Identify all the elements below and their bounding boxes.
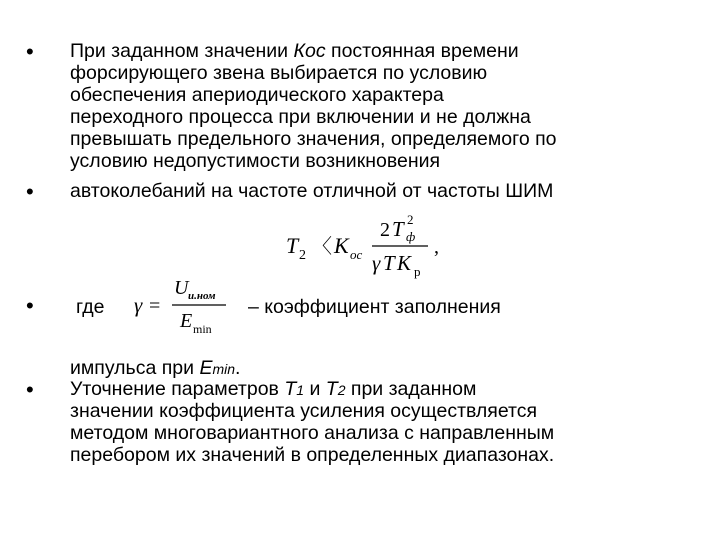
para1-line-5: превышать предельного значения, определяемого по (70, 128, 557, 150)
formula1-lhs-t: T (286, 233, 299, 258)
para4-line-4: перебором их значений в определенных диапазонах. (70, 444, 555, 466)
formula1-den-gamma: γ (372, 251, 381, 275)
formula2-num-u: U (174, 277, 189, 299)
para1-line-1: При заданном значении Кос постоянная времени (70, 40, 519, 62)
para4-line-1: Уточнение параметров T1 и T2 при заданном (70, 378, 477, 400)
formula2-equals: = (149, 295, 161, 317)
gamma-description: – коэффициент заполнения (248, 296, 501, 318)
kos-term: Кос (293, 40, 326, 62)
formula1-num-sub: ф (406, 229, 416, 244)
formula1-k-sub: ос (350, 247, 363, 262)
formula1-lhs-sub: 2 (299, 248, 306, 263)
formula1-den-sub: р (414, 264, 421, 279)
formula-gamma (130, 274, 230, 336)
bullet-2: • (26, 179, 34, 204)
formula1-den-k: K (397, 251, 412, 275)
formula1-relation: 〈 (312, 236, 332, 258)
bullet-4: • (26, 377, 34, 402)
formula2-gamma: γ (134, 293, 143, 317)
para1-line-6: условию недопустимости возникновения (70, 150, 441, 172)
bullet-3: • (26, 293, 34, 318)
formula1-comma: , (434, 236, 439, 258)
formula1-k: K (334, 233, 349, 258)
where-label: где (76, 296, 105, 318)
para1-line-2: форсирующего звена выбирается по условию (70, 62, 488, 84)
bullet-1: • (26, 39, 34, 64)
formula2-den-e: E (180, 310, 193, 332)
formula2-den-sub: min (193, 322, 212, 336)
formula2-num-sub: и.ном (188, 290, 216, 302)
formula1-num-two: 2 (380, 219, 390, 241)
para4-line-2: значении коэффициента усиления осуществляется (70, 400, 538, 422)
para4-line-3: методом многовариантного анализа с направленным (70, 422, 555, 444)
formula1-den-t: T (383, 251, 395, 275)
para1-line-3: обеспечения апериодического характера (70, 84, 444, 106)
formula-t2-condition (282, 208, 452, 283)
formula1-num-t: T (392, 217, 404, 241)
formula1-num-sup: 2 (407, 212, 414, 227)
paragraph-2: автоколебаний на частоте отличной от частоты ШИМ (70, 180, 554, 202)
para3-continuation: импульса при Emin. (70, 357, 241, 379)
para1-line-4: переходного процесса при включении и не должна (70, 106, 531, 128)
